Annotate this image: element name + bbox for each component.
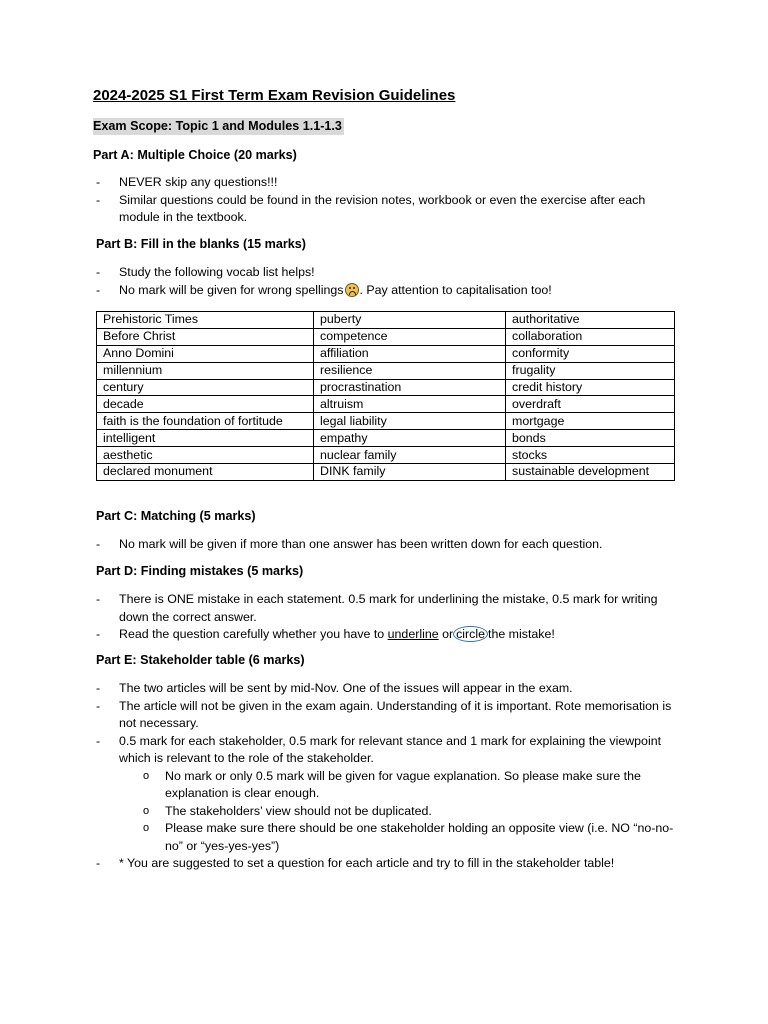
list-item: - The two articles will be sent by mid-Nov. One of the issues will appear in the exam. (96, 680, 686, 698)
table-cell: conformity (506, 345, 675, 362)
table-cell: Prehistoric Times (97, 312, 314, 329)
table-row (97, 312, 675, 329)
part-d-heading: Part D: Finding mistakes (5 marks) (96, 564, 304, 578)
list-item: - No mark will be given if more than one answer has been written down for each question. (96, 536, 686, 554)
part-e-list (96, 680, 686, 873)
table-cell: Anno Domini (97, 345, 314, 362)
table-row (97, 396, 675, 413)
table-cell: procrastination (314, 379, 506, 396)
list-item (96, 282, 686, 300)
list-item: - * You are suggested to set a question for each article and try to fill in the stakeholder table! (96, 855, 686, 873)
part-d-list (96, 591, 686, 644)
table-cell: faith is the foundation of fortitude (97, 413, 314, 430)
table-cell: decade (97, 396, 314, 413)
table-cell: empathy (314, 430, 506, 447)
table-cell: nuclear family (314, 447, 506, 464)
list-item-text: No mark will be given for wrong spellings (119, 282, 344, 297)
table-cell: resilience (314, 362, 506, 379)
part-e-heading: Part E: Stakeholder table (6 marks) (96, 653, 305, 667)
table-cell: Before Christ (97, 328, 314, 345)
sub-list-item: o No mark or only 0.5 mark will be given for vague explanation. So please make sure the explanation is clear enough. (119, 768, 686, 803)
list-item-text: the mistake! (488, 627, 555, 641)
table-cell: puberty (314, 312, 506, 329)
part-c-list (96, 536, 686, 554)
table-cell: mortgage (506, 413, 675, 430)
table-row (97, 345, 675, 362)
sad-face-icon (345, 283, 359, 297)
list-item: - Similar questions could be found in the revision notes, workbook or even the exercise after each module in the textbook. (96, 192, 686, 227)
table-cell: legal liability (314, 413, 506, 430)
list-item-text: 0.5 mark for each stakeholder, 0.5 mark for relevant stance and 1 mark for explaining the viewpoint which is relevant to the role of the stakeholder. (119, 733, 662, 765)
table-cell: altruism (314, 396, 506, 413)
table-cell: overdraft (506, 396, 675, 413)
table-row (97, 430, 675, 447)
table-cell: frugality (506, 362, 675, 379)
table-cell: competence (314, 328, 506, 345)
sub-list-item: o Please make sure there should be one stakeholder holding an opposite view (i.e. NO “no-no-no” or “yes-yes-yes”) (119, 820, 686, 855)
part-a-list (96, 174, 686, 227)
table-row (97, 328, 675, 345)
table-cell: DINK family (314, 464, 506, 481)
table-cell: intelligent (97, 430, 314, 447)
table-cell: affiliation (314, 345, 506, 362)
part-a-heading: Part A: Multiple Choice (20 marks) (93, 148, 297, 162)
document-title: 2024-2025 S1 First Term Exam Revision Guidelines (93, 87, 456, 104)
table-row (97, 379, 675, 396)
table-cell: credit history (506, 379, 675, 396)
sub-list-item: o The stakeholders’ view should not be duplicated. (119, 803, 686, 821)
list-item-text: or (438, 627, 454, 641)
table-cell: authoritative (506, 312, 675, 329)
circle-example: circle (453, 626, 488, 642)
table-cell: collaboration (506, 328, 675, 345)
table-row (97, 413, 675, 430)
list-item: - There is ONE mistake in each statement. 0.5 mark for underlining the mistake, 0.5 mark for writing down the correct answer. (96, 591, 686, 626)
list-item-text: Read the question carefully whether you have to (119, 627, 388, 641)
underline-example: underline (387, 627, 439, 641)
table-row (97, 464, 675, 481)
list-item: - The article will not be given in the exam again. Understanding of it is important. Rote memorisation is not necessary. (96, 698, 686, 733)
table-cell: bonds (506, 430, 675, 447)
vocab-table (96, 311, 675, 481)
table-cell: millennium (97, 362, 314, 379)
list-item: - NEVER skip any questions!!! (96, 174, 686, 192)
list-item (96, 733, 686, 856)
part-b-heading: Part B: Fill in the blanks (15 marks) (96, 237, 306, 251)
table-cell: declared monument (97, 464, 314, 481)
list-item (96, 626, 686, 644)
part-e-sublist (119, 768, 686, 856)
part-b-list (96, 264, 686, 299)
table-row (97, 447, 675, 464)
table-cell: century (97, 379, 314, 396)
table-cell: stocks (506, 447, 675, 464)
list-item: - Study the following vocab list helps! (96, 264, 686, 282)
table-row (97, 362, 675, 379)
table-cell: sustainable development (506, 464, 675, 481)
list-item-text: . Pay attention to capitalisation too! (359, 282, 552, 297)
exam-scope: Exam Scope: Topic 1 and Modules 1.1-1.3 (93, 119, 342, 133)
part-c-heading: Part C: Matching (5 marks) (96, 509, 256, 523)
table-cell: aesthetic (97, 447, 314, 464)
